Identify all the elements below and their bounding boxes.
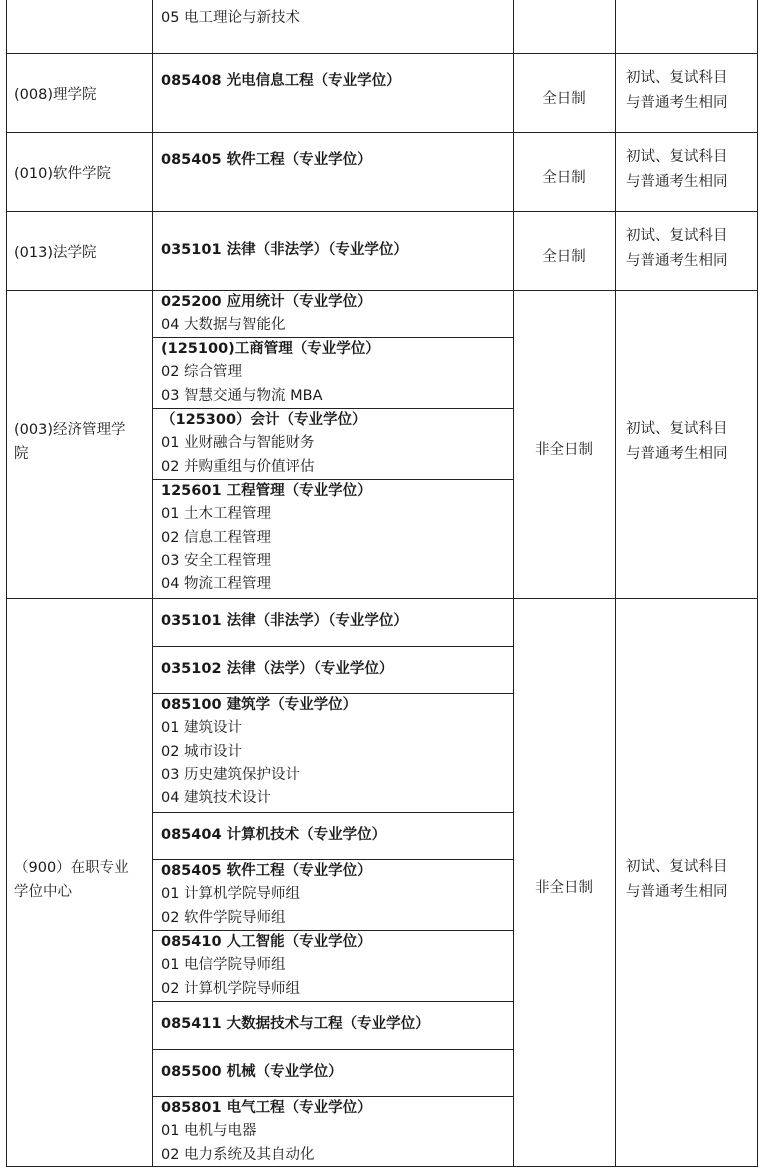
program-direction: 02 综合管理 (161, 364, 243, 381)
program-direction: 04 物流工程管理 (161, 576, 272, 593)
college-name: (010)软件学院 (14, 165, 111, 182)
program-border (152, 693, 514, 694)
program-border (152, 408, 514, 409)
row-border (6, 1166, 758, 1167)
exam-note: 与普通考生相同 (626, 94, 728, 111)
program-title: 085411 大数据技术与工程（专业学位） (161, 1016, 430, 1032)
exam-note: 初试、复试科目 (626, 69, 728, 86)
program-direction: 03 智慧交通与物流 MBA (161, 387, 323, 404)
college-name: （900）在职专业 (14, 860, 129, 876)
column-border (6, 0, 7, 1167)
program-direction: 02 城市设计 (161, 743, 243, 760)
program-direction: 01 业财融合与智能财务 (161, 435, 315, 452)
study-mode: 全日制 (542, 90, 586, 107)
program-direction: 03 安全工程管理 (161, 552, 272, 569)
program-title: 085100 建筑学（专业学位） (161, 697, 358, 713)
program-direction: 02 信息工程管理 (161, 529, 272, 546)
program-title: 085404 计算机技术（专业学位） (161, 826, 387, 843)
program-border (152, 1096, 514, 1097)
college-name: (013)法学院 (14, 244, 97, 261)
program-title: 085405 软件工程（专业学位） (161, 151, 372, 168)
program-direction: 04 大数据与智能化 (161, 317, 286, 334)
college-name: 学位中心 (14, 884, 72, 900)
program-border (152, 337, 514, 338)
program-title: 035101 法律（非法学）（专业学位） (161, 242, 408, 258)
study-mode: 全日制 (542, 169, 586, 186)
program-title: 125601 工程管理（专业学位） (161, 483, 372, 499)
program-direction: 02 计算机学院导师组 (161, 980, 301, 997)
row-border (6, 598, 758, 599)
program-title: 085410 人工智能（专业学位） (161, 934, 372, 950)
row-border (6, 290, 758, 291)
program-title: 035102 法律（法学）（专业学位） (161, 660, 394, 677)
college-name: 院 (14, 446, 29, 462)
program-direction: 01 电信学院导师组 (161, 957, 286, 974)
program-title: （125300）会计（专业学位） (161, 412, 367, 428)
column-border (757, 0, 758, 1167)
college-name: (003)经济管理学 (14, 422, 126, 438)
program-border (152, 859, 514, 860)
exam-note: 初试、复试科目 (626, 421, 728, 437)
row-border (6, 132, 758, 133)
row-border (6, 53, 758, 54)
program-border (152, 1049, 514, 1050)
exam-note: 与普通考生相同 (626, 884, 728, 900)
program-title: 035101 法律（非法学）（专业学位） (161, 613, 408, 629)
program-direction: 02 软件学院导师组 (161, 909, 286, 926)
exam-note: 初试、复试科目 (626, 859, 728, 875)
exam-note: 与普通考生相同 (626, 252, 728, 269)
program-direction: 01 电机与电器 (161, 1123, 257, 1140)
program-direction: 05 电工理论与新技术 (161, 10, 301, 26)
program-direction: 01 建筑设计 (161, 720, 243, 737)
exam-note: 与普通考生相同 (626, 173, 728, 190)
study-mode: 非全日制 (535, 442, 593, 458)
program-title: 085500 机械（专业学位） (161, 1063, 343, 1080)
college-name: (008)理学院 (14, 86, 97, 103)
program-title: 085408 光电信息工程（专业学位） (161, 72, 401, 89)
program-border (152, 479, 514, 480)
program-title: 085801 电气工程（专业学位） (161, 1100, 372, 1116)
program-direction: 03 历史建筑保护设计 (161, 766, 301, 783)
exam-note: 初试、复试科目 (626, 227, 728, 244)
program-direction: 01 计算机学院导师组 (161, 886, 301, 903)
program-direction: 02 电力系统及其自动化 (161, 1146, 315, 1163)
program-title: (125100)工商管理（专业学位） (161, 341, 380, 357)
study-mode: 全日制 (542, 248, 586, 265)
exam-note: 初试、复试科目 (626, 148, 728, 165)
row-border (6, 211, 758, 212)
program-border (152, 1001, 514, 1002)
program-title: 085405 软件工程（专业学位） (161, 863, 372, 879)
column-border (615, 0, 616, 1167)
program-direction: 04 建筑技术设计 (161, 790, 272, 807)
program-direction: 02 并购重组与价值评估 (161, 458, 315, 475)
exam-note: 与普通考生相同 (626, 446, 728, 462)
program-border (152, 646, 514, 647)
study-mode: 非全日制 (535, 880, 593, 896)
column-border (152, 0, 153, 1167)
program-title: 025200 应用统计（专业学位） (161, 294, 372, 310)
program-direction: 01 土木工程管理 (161, 506, 272, 523)
program-border (152, 930, 514, 931)
program-border (152, 812, 514, 813)
